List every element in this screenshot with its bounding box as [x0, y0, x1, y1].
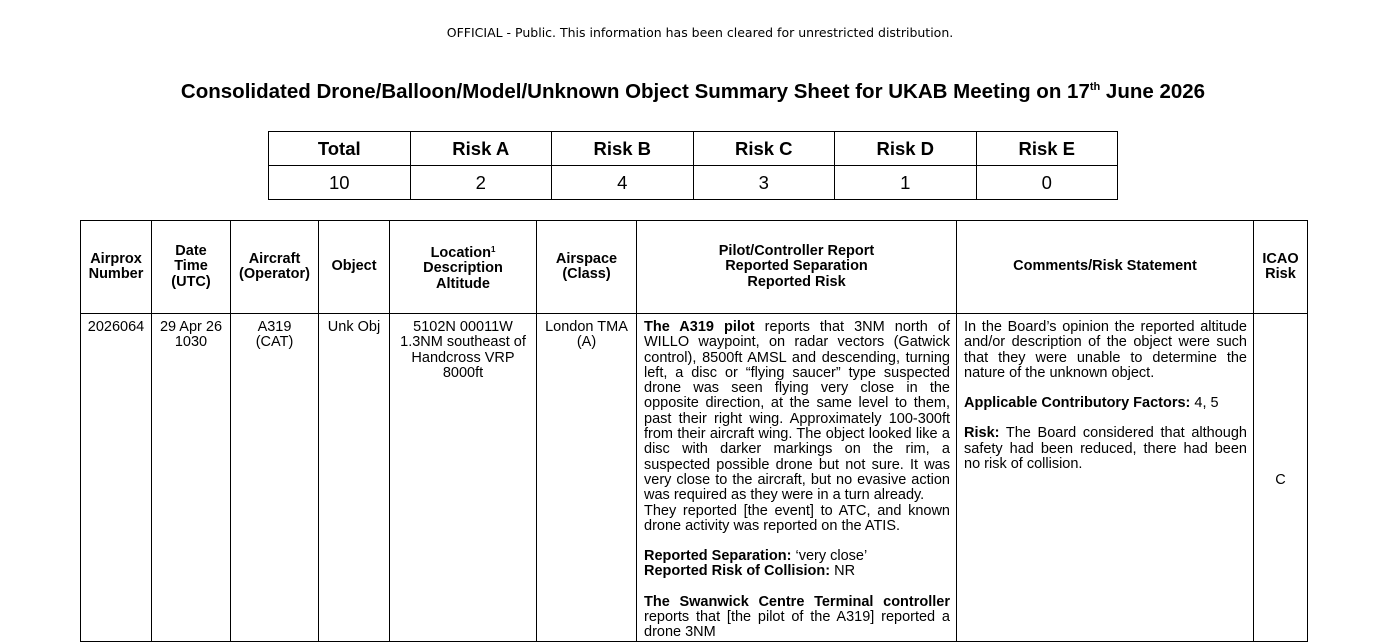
col-header-airspace	[537, 221, 637, 314]
col-header-icao	[1254, 221, 1308, 314]
page-title	[0, 80, 1386, 104]
cell-time: 1030	[174, 334, 208, 351]
cell-operator: (CAT)	[255, 334, 294, 351]
cell-pilot-report	[637, 314, 957, 642]
table-header-row	[81, 221, 1308, 314]
value-total: 10	[269, 166, 411, 200]
contributory-factors-value: 4, 5	[1190, 395, 1219, 412]
header-text: Description	[423, 260, 503, 277]
header-text: Date	[175, 243, 207, 260]
header-text: Pilot/Controller Report	[718, 243, 875, 260]
col-header-aircraft	[231, 221, 319, 314]
reported-risk	[644, 564, 950, 579]
board-opinion: In the Board’s opinion the reported altitude and/or description of the object were such that they were unable to determine the nature of the unknown object.	[964, 319, 1247, 381]
cell-airspace-class: (A)	[576, 334, 597, 351]
header-text: Number	[88, 266, 144, 282]
col-header-date	[152, 221, 231, 314]
controller-report-text: reports that [the pilot of the A319] reported a drone 3NM	[644, 609, 950, 641]
reported-separation	[644, 549, 950, 564]
col-header-comments: Comments/Risk Statement	[957, 221, 1254, 314]
cell-airprox-number: 2026064	[81, 314, 152, 642]
airprox-table	[80, 220, 1308, 642]
cell-object: Unk Obj	[319, 314, 390, 642]
col-header-object: Object	[319, 221, 390, 314]
value-risk-e: 0	[976, 166, 1118, 200]
header-total: Total	[269, 132, 411, 166]
risk-summary-header-row	[269, 132, 1118, 166]
controller-report-paragraph	[644, 595, 950, 641]
header-text: Reported Risk	[747, 273, 846, 290]
header-text: (Operator)	[239, 266, 310, 282]
controller-report-lead: The Swanwick Centre Terminal controller	[644, 593, 950, 610]
header-text: Aircraft	[248, 250, 301, 267]
risk-statement-label: Risk:	[964, 425, 1000, 442]
risk-statement	[964, 426, 1247, 472]
cell-airspace-name: London TMA	[545, 319, 628, 335]
cell-location-line: 5102N 00011W	[413, 319, 513, 335]
reported-risk-label: Reported Risk of Collision:	[644, 563, 831, 580]
cell-location	[390, 314, 537, 642]
header-location-label: Location	[430, 245, 491, 262]
classification-banner: OFFICIAL - Public. This information has been cleared for unrestricted distribution.	[446, 25, 954, 40]
risk-summary-value-row	[269, 166, 1118, 200]
value-risk-b: 4	[552, 166, 694, 200]
cell-airspace	[537, 314, 637, 642]
title-superscript: th	[1089, 81, 1101, 93]
header-text: (UTC)	[171, 273, 211, 290]
header-text: ICAO	[1262, 250, 1299, 267]
reported-separation-value: ‘very close’	[791, 548, 868, 565]
header-text: Reported Separation	[725, 258, 868, 275]
pilot-report-paragraph-2: They reported [the event] to ATC, and known drone activity was reported on the ATIS.	[644, 502, 950, 534]
reported-separation-label: Reported Separation:	[644, 548, 792, 565]
contributory-factors	[964, 396, 1247, 411]
pilot-report-text: reports that 3NM north of WILLO waypoint, on radar vectors (Gatwick control), 8500ft AMSL and descending, turning left, a disc or “flying saucer” type suspected drone was seen flying very close in the opposite direction, at the same level to them, past their right wing. Approximately 100-300ft from their aircraft wing. The object looked like a disc with darker markings on the rim, a suspected possible drone but not sure. It was very close to the aircraft, but no evasive action was required as they were in a turn already.	[644, 319, 950, 504]
header-risk-b: Risk B	[552, 132, 694, 166]
risk-summary-table	[268, 131, 1118, 200]
title-tail: June 2026	[1100, 80, 1206, 103]
cell-date: 29 Apr 26	[159, 319, 223, 335]
header-text: Airprox	[90, 250, 142, 267]
value-risk-c: 3	[693, 166, 835, 200]
cell-icao-risk: C	[1254, 314, 1308, 642]
cell-comments	[957, 314, 1254, 642]
footnote-marker: 1	[490, 245, 496, 255]
cell-aircraft	[231, 314, 319, 642]
risk-statement-value: The Board considered that although safety had been reduced, there had been no risk of collision.	[964, 425, 1247, 473]
header-risk-a: Risk A	[410, 132, 552, 166]
col-header-location	[390, 221, 537, 314]
header-risk-c: Risk C	[693, 132, 835, 166]
col-header-report	[637, 221, 957, 314]
header-risk-e: Risk E	[976, 132, 1118, 166]
value-risk-d: 1	[835, 166, 977, 200]
header-risk-d: Risk D	[835, 132, 977, 166]
pilot-report-paragraph	[644, 320, 950, 504]
header-text: Altitude	[436, 275, 490, 292]
cell-aircraft-type: A319	[257, 319, 292, 335]
col-header-airprox	[81, 221, 152, 314]
title-main: Consolidated Drone/Balloon/Model/Unknown Object Summary Sheet for UKAB Meeting on 17	[180, 80, 1090, 103]
cell-date-time	[152, 314, 231, 642]
header-text: Time	[174, 258, 208, 275]
cell-location-line: 8000ft	[442, 364, 484, 381]
cell-location-line: 1.3NM southeast of	[400, 334, 526, 351]
header-text	[394, 242, 532, 261]
cell-location-line: Handcross VRP	[411, 349, 515, 366]
table-row	[81, 314, 1308, 642]
reported-risk-value: NR	[830, 563, 856, 580]
header-text: (Class)	[562, 266, 611, 282]
pilot-report-lead: The A319 pilot	[644, 319, 755, 335]
contributory-factors-label: Applicable Contributory Factors:	[964, 395, 1191, 412]
value-risk-a: 2	[410, 166, 552, 200]
header-text: Airspace	[555, 250, 618, 267]
header-text: Risk	[1265, 266, 1296, 282]
